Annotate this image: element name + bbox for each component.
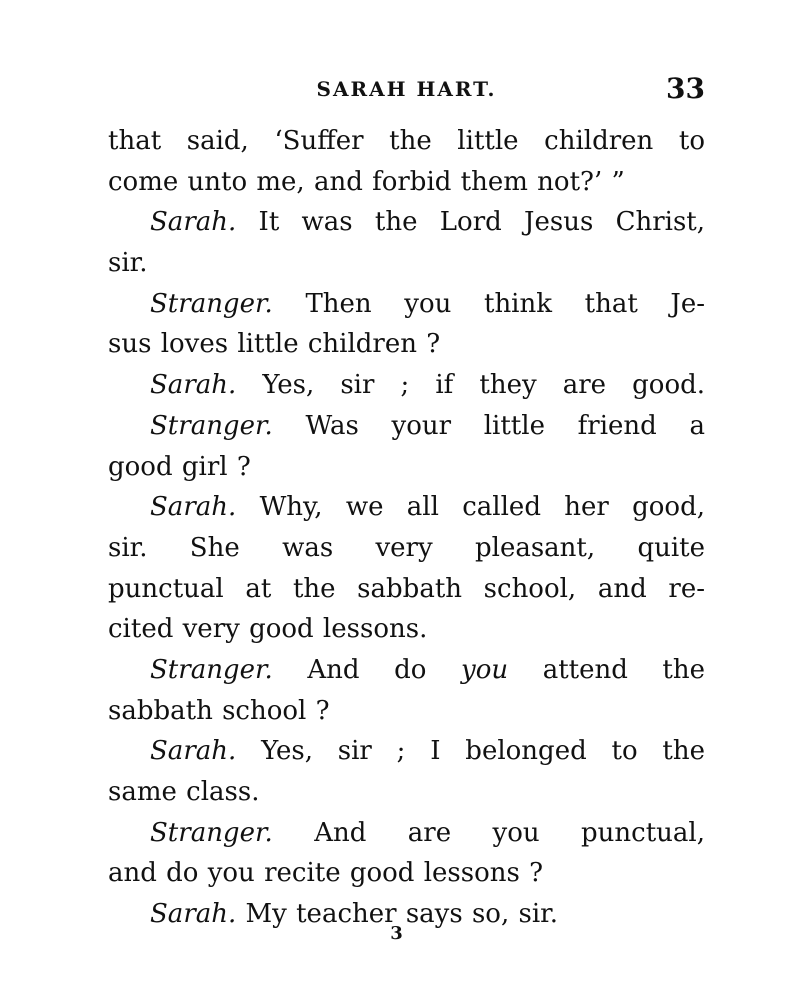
line-6-text: sus loves little children ? [108,329,441,360]
text-line-6 [108,324,705,365]
dialogue-line-7 [108,365,705,406]
text-line-11 [108,528,705,569]
speaker-sarah: Sarah. [150,899,237,930]
printer-signature: 3 [390,923,403,944]
speaker-sarah: Sarah. [150,207,237,238]
body-text [108,121,705,935]
line-3-text: It was the Lord Jesus Christ, [258,207,705,238]
line-1-text: that said, ‘Suffer the little children to [108,126,705,156]
line-9-text: good girl ? [108,451,251,482]
line-12-text: punctual at the sabbath school, and re- [108,573,705,604]
line-8-text: Was your little friend a [305,410,705,441]
speaker-stranger: Stranger. [150,410,273,441]
line-13-text: cited very good lessons. [108,614,428,645]
speaker-stranger: Stranger. [150,817,273,848]
line-20-text: My teacher says so, sir. [245,899,558,930]
text-line-12 [108,569,705,610]
line-15-text: sabbath school ? [108,695,330,726]
running-head [108,72,705,106]
line-19-text: and do you recite good lessons ? [108,858,544,889]
line-16-text: Yes, sir ; I belonged to the [261,736,705,767]
line-10-text: Why, we all called her good, [259,492,705,523]
dialogue-line-18 [108,813,705,854]
line-14-before: And do [307,654,427,685]
line-4-text: sir. [108,248,148,279]
text-line-17 [108,772,705,813]
running-title: SARAH HART. [316,77,497,101]
line-14-after: attend the [542,654,705,685]
text-line-9 [108,447,705,488]
emphasized-you: you [461,654,509,685]
speaker-sarah: Sarah. [150,736,237,767]
speaker-stranger: Stranger. [150,288,273,319]
text-line-4 [108,243,705,284]
speaker-sarah: Sarah. [150,370,237,401]
speaker-sarah: Sarah. [150,492,237,523]
dialogue-line-8 [108,406,705,447]
line-18-text: And are you punctual, [314,817,705,848]
page-number: 33 [666,72,705,105]
text-line-2 [108,162,705,203]
line-7-text: Yes, sir ; if they are good. [262,370,705,401]
dialogue-line-5 [108,284,705,325]
text-line-19 [108,853,705,894]
dialogue-line-3 [108,202,705,243]
dialogue-line-14 [108,650,705,691]
dialogue-line-10 [108,487,705,528]
line-17-text: same class. [108,777,260,807]
line-5-text: Then you think that Je- [305,288,705,319]
text-line-15 [108,691,705,732]
line-2-text: come unto me, and forbid them not?’ ” [108,166,625,197]
dialogue-line-16 [108,731,705,772]
line-11-text: sir. She was very pleasant, quite [108,532,705,563]
text-line-13 [108,609,705,650]
text-line-1 [108,121,705,162]
speaker-stranger: Stranger. [150,654,273,685]
